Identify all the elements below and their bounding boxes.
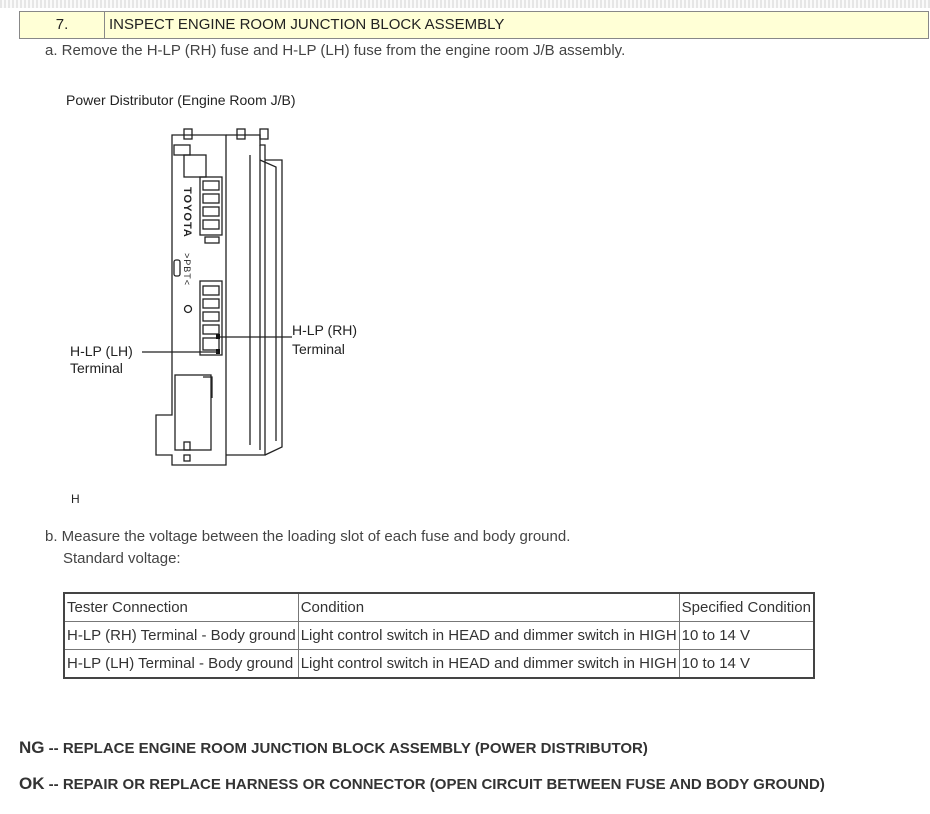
instruction-a: a. Remove the H-LP (RH) fuse and H-LP (LH) fuse from the engine room J/B assembly. xyxy=(45,42,626,59)
cell-tester-connection: H-LP (RH) Terminal - Body ground xyxy=(64,622,298,650)
cell-condition: Light control switch in HEAD and dimmer switch in HIGH xyxy=(298,622,679,650)
junction-block-diagram xyxy=(60,115,390,485)
result-ng xyxy=(19,738,648,758)
table-row xyxy=(64,650,814,679)
label-rh-line2: Terminal xyxy=(292,341,345,357)
header-condition: Condition xyxy=(298,593,679,622)
cell-tester-connection: H-LP (LH) Terminal - Body ground xyxy=(64,650,298,679)
side-text: >PBT< xyxy=(182,253,192,287)
table-row xyxy=(64,622,814,650)
label-rh-line1: H-LP (RH) xyxy=(292,322,358,338)
standard-voltage-label: Standard voltage: xyxy=(63,550,181,567)
header-tester-connection: Tester Connection xyxy=(64,593,298,622)
figure-code: H xyxy=(71,492,80,506)
ng-code: NG xyxy=(19,738,45,757)
step-number: 7. xyxy=(20,12,105,38)
spec-table xyxy=(63,592,815,679)
cell-specified-condition: 10 to 14 V xyxy=(679,650,814,679)
brand-text: TOYOTA xyxy=(181,187,193,238)
ok-code: OK xyxy=(19,774,45,793)
cell-condition: Light control switch in HEAD and dimmer switch in HIGH xyxy=(298,650,679,679)
step-header xyxy=(19,11,929,39)
table-header-row xyxy=(64,593,814,622)
label-lh-line1: H-LP (LH) xyxy=(70,343,133,359)
ng-text: -- REPLACE ENGINE ROOM JUNCTION BLOCK ASSEMBLY (POWER DISTRIBUTOR) xyxy=(44,740,648,757)
cell-specified-condition: 10 to 14 V xyxy=(679,622,814,650)
top-border xyxy=(0,0,930,8)
instruction-b: b. Measure the voltage between the loading slot of each fuse and body ground. xyxy=(45,528,571,545)
figure-title: Power Distributor (Engine Room J/B) xyxy=(66,92,296,108)
ok-text: -- REPAIR OR REPLACE HARNESS OR CONNECTOR (OPEN CIRCUIT BETWEEN FUSE AND BODY GROUND) xyxy=(44,776,825,793)
header-specified-condition: Specified Condition xyxy=(679,593,814,622)
step-title: INSPECT ENGINE ROOM JUNCTION BLOCK ASSEMBLY xyxy=(109,16,505,33)
result-ok xyxy=(19,774,825,794)
label-lh-line2: Terminal xyxy=(70,360,123,376)
